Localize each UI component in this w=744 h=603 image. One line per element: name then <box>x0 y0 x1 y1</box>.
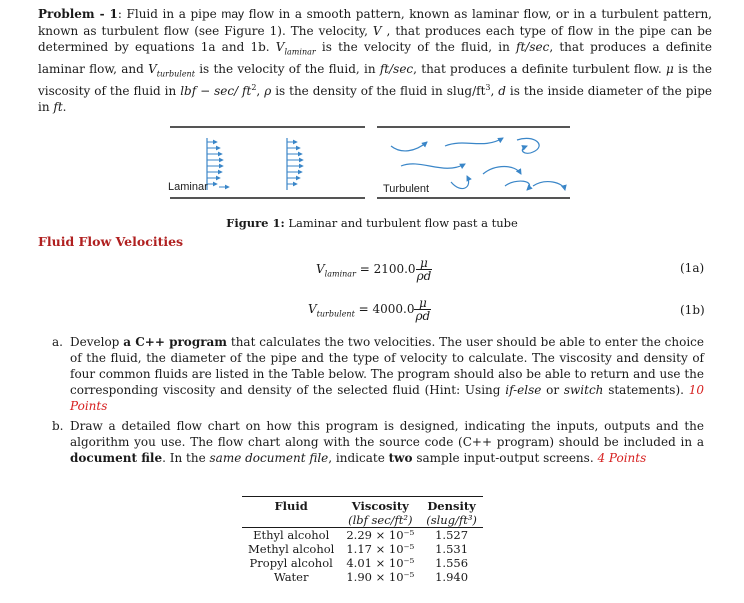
equation-sub: turbulent <box>316 309 355 319</box>
unit: ft <box>53 100 63 115</box>
item-italic: switch <box>563 383 604 397</box>
equation-label-1a: (1a) <box>680 261 705 275</box>
cell-viscosity: 4.01 × 10⁻⁵ <box>346 556 415 570</box>
turbulent-panel <box>377 127 570 198</box>
problem-text: flow in a smooth pattern, known as laminar flow, or in a turbulent pattern, known as turbulent flow (see Figure 1). The velocity, <box>38 7 712 38</box>
problem-statement: Problem - 1: Fluid in a pipe may flow in a smooth pattern, known as laminar flow, or in a turbulent pattern, known as turbulent flow (see Figure 1). The velocity, V , that produces each type of flow in the pipe can be determined by equations 1a and 1b. $V_{laminar}$ is the velocity of the fluid, in ft/sec, that produces a definite laminar flow, and $V_{turbulent}$ is the velocity of the fluid, in ft/sec, that produces a definite turbulent flow. μ is the viscosity of the fluid in lbf − sec/ $ft^2$, ρ is the density of the fluid in slug/$ft^3$, d is the inside diameter of the pipe in ft. <box>38 7 713 115</box>
equation-lhs: V <box>316 262 325 276</box>
item-a <box>70 334 704 414</box>
equation-numerator: μ <box>414 297 431 310</box>
cell-fluid: Propyl alcohol <box>249 556 333 570</box>
turbulent-swirl <box>483 167 521 175</box>
turbulent-label: Turbulent <box>383 183 430 195</box>
cell-fluid: Water <box>273 570 309 584</box>
problem-may: may <box>221 7 245 21</box>
table-row <box>242 570 483 584</box>
cell-density: 1.527 <box>435 528 469 542</box>
figure-caption-label: Figure 1: <box>226 216 285 230</box>
item-text: Draw a detailed flow chart on how this program is designed, indicating the inputs, outputs and the algorithm you use. The flow chart along with the source code (C++ program) should be included in a <box>70 419 704 449</box>
item-a-points: 10 Points <box>70 383 705 413</box>
header-fluid: Fluid <box>242 497 340 514</box>
item-italic: same document file <box>209 451 329 465</box>
cell-density: 1.940 <box>435 570 469 584</box>
laminar-label: Laminar <box>168 181 208 193</box>
equation-fraction <box>416 257 433 282</box>
item-b-marker: b. <box>52 419 64 433</box>
table-row <box>242 542 483 556</box>
equation-denominator: ρd <box>416 269 432 283</box>
item-text: , indicate <box>328 451 389 465</box>
problem-text: is the velocity of the fluid, in <box>194 61 380 76</box>
item-italic: if-else <box>505 383 542 397</box>
problem-text: , that produces a definite laminar flow, and <box>38 40 712 76</box>
problem-text: , that produces each type of flow in the pipe can be determined by equations 1a and 1b. <box>38 23 712 54</box>
item-text: Develop <box>70 335 124 349</box>
unit-fluid <box>242 513 340 528</box>
equation-label-1b: (1b) <box>680 303 705 317</box>
item-text: statements). <box>603 383 689 397</box>
cell-fluid: Ethyl alcohol <box>253 528 330 542</box>
symbol-v-turbulent: V <box>148 61 157 76</box>
fluid-table <box>242 496 483 584</box>
problem-text: , <box>256 83 265 98</box>
header-viscosity: Viscosity <box>340 497 420 514</box>
problem-text: : Fluid in a pipe <box>117 7 222 21</box>
symbol-d: d <box>498 83 506 98</box>
header-density: Density <box>420 497 483 514</box>
problem-text: is the density of the fluid in slug/ft <box>271 83 486 98</box>
equation-1b <box>308 297 431 322</box>
turbulent-swirl <box>401 164 465 168</box>
cell-viscosity: 2.29 × 10⁻⁵ <box>346 528 415 542</box>
cell-density: 1.556 <box>435 556 469 570</box>
item-bold: two <box>388 451 413 465</box>
cell-density: 1.531 <box>435 542 469 556</box>
problem-lead: Problem - 1 <box>38 7 118 21</box>
turbulent-swirl <box>505 181 530 190</box>
symbol-sub: laminar <box>284 47 316 57</box>
equation-fraction <box>414 297 431 322</box>
problem-text: . <box>62 100 67 115</box>
item-a-marker: a. <box>52 335 63 349</box>
item-bold: a C++ program <box>123 335 228 349</box>
symbol-rho: ρ <box>264 83 272 98</box>
unit-density: (slug/ft³) <box>420 513 483 528</box>
unit: ft/sec <box>516 40 550 54</box>
symbol-v-laminar: V <box>275 40 285 54</box>
turbulent-swirl <box>517 138 539 153</box>
item-text: that calculates the two velocities. The user should be able to enter the choice of the fluid, the diameter of the pipe and the type of velocity to calculate. The viscosity and density of four common fluids are listed in the Table below. The program should also be able to return and use the corresponding viscosity and density of the selected fluid (Hint: Using <box>70 335 705 397</box>
flow-figure <box>165 124 580 204</box>
equation-1a <box>316 257 432 282</box>
laminar-profile-1 <box>207 138 223 190</box>
symbol-mu: μ <box>666 61 674 76</box>
turbulent-swirl <box>533 182 565 190</box>
cell-viscosity: 1.17 × 10⁻⁵ <box>346 542 415 556</box>
unit: lbf − sec/ ft <box>180 83 252 98</box>
cell-fluid: Methyl alcohol <box>248 542 335 556</box>
figure-caption <box>0 216 744 230</box>
unit: ft/sec <box>379 61 414 76</box>
item-b <box>70 418 704 466</box>
turbulent-swirl <box>445 138 503 146</box>
item-text: sample input-output screens. <box>412 451 598 465</box>
problem-text: is the velocity of the fluid, in <box>315 40 517 54</box>
table-row <box>242 556 483 570</box>
laminar-panel <box>168 127 365 198</box>
item-text: . In the <box>162 451 210 465</box>
section-title: Fluid Flow Velocities <box>38 234 184 249</box>
equation-sub: laminar <box>324 269 356 279</box>
equation-coef: = 4000.0 <box>354 302 415 316</box>
problem-text: , <box>490 83 499 98</box>
symbol-v: V <box>372 23 382 38</box>
item-b-points: 4 Points <box>597 451 647 465</box>
equation-coef: = 2100.0 <box>355 262 416 276</box>
unit-viscosity: (lbf sec/ft²) <box>340 513 420 528</box>
item-text: or <box>541 383 564 397</box>
problem-text: is the inside diameter of the pipe in <box>38 83 713 115</box>
symbol-sub: turbulent <box>156 69 195 79</box>
item-bold: document file <box>70 451 163 465</box>
problem-text: is the viscosity of the fluid in <box>38 61 713 98</box>
laminar-profile-2 <box>287 138 303 190</box>
equation-numerator: μ <box>416 257 433 270</box>
turbulent-swirl <box>451 176 469 189</box>
table-row <box>242 528 483 543</box>
problem-text: , that produces a definite turbulent flow. <box>413 61 666 76</box>
equation-denominator: ρd <box>415 309 431 323</box>
turbulent-swirl <box>391 142 427 151</box>
fluid-table-wrapper <box>242 496 483 584</box>
cell-viscosity: 1.90 × 10⁻⁵ <box>346 570 415 584</box>
figure-caption-text: Laminar and turbulent flow past a tube <box>284 216 518 230</box>
equation-lhs: V <box>308 302 317 316</box>
